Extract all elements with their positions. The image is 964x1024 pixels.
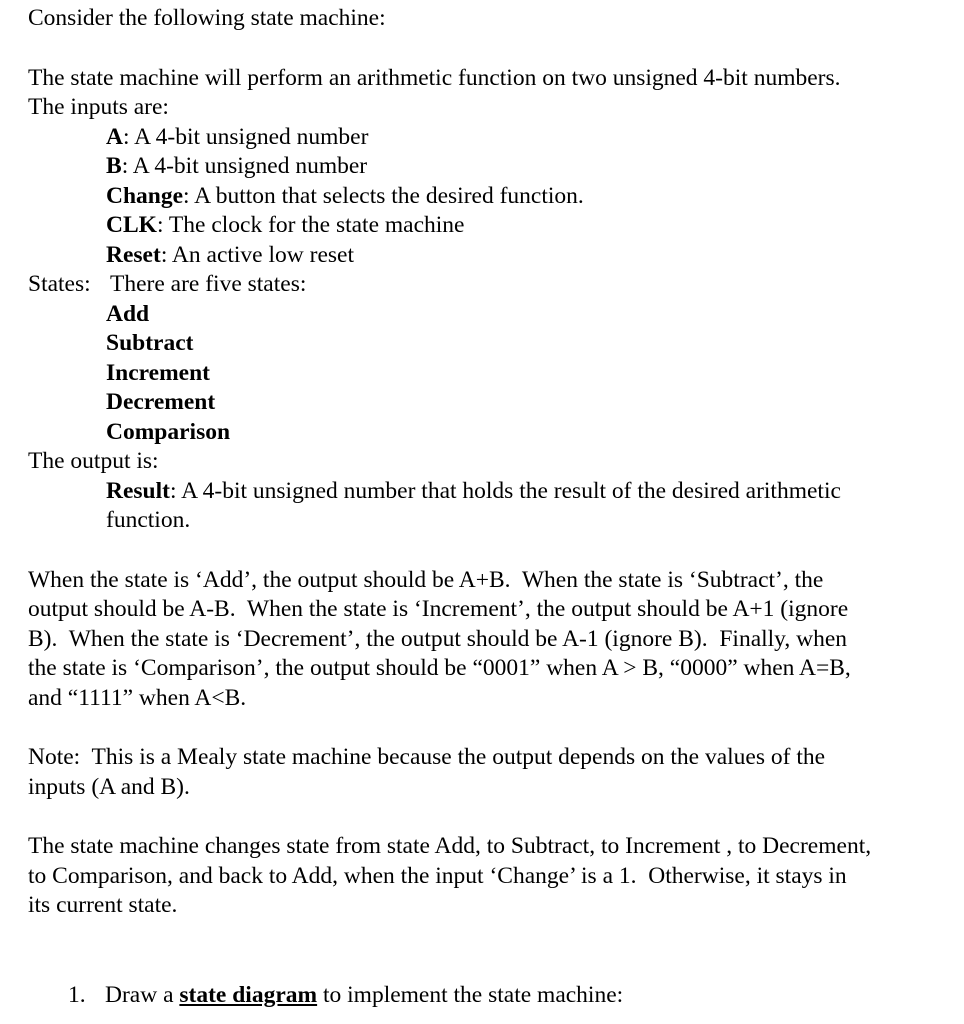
state-item (28, 329, 958, 359)
para-line: the state is ‘Comparison’, the output should be “0001” when A > B, “0000” when A=B, (28, 655, 851, 681)
state-name: Comparison (106, 418, 231, 445)
states-text: There are five states: (110, 271, 307, 297)
input-item-b (28, 152, 958, 182)
output-name: Result (106, 477, 170, 504)
output-heading: The output is: (28, 448, 159, 474)
output-item (28, 477, 958, 507)
input-name: CLK (106, 212, 157, 238)
para-line: The state machine changes state from state Add, to Subtract, to Increment , to Decrement, (28, 833, 872, 859)
input-item-change (28, 182, 958, 212)
input-name: Reset (106, 241, 161, 268)
spacer (28, 951, 958, 981)
input-item-reset (28, 241, 958, 271)
transition-paragraph (28, 832, 958, 921)
para-line: B). When the state is ‘Decrement’, the output should be A-1 (ignore B). Finally, when (28, 625, 848, 652)
para-line: inputs (A and B). (28, 773, 190, 800)
output-desc-cont: function. (106, 507, 191, 533)
question-post: to implement the state machine: (317, 981, 624, 1008)
input-name: Change (106, 182, 184, 209)
input-name: B (106, 153, 122, 179)
spacer (28, 802, 958, 832)
document (28, 4, 958, 1010)
input-desc: : A 4-bit unsigned number (122, 123, 369, 150)
inputs-list (28, 123, 958, 271)
question-emphasis: state diagram (179, 981, 318, 1008)
question-number: 1. (68, 981, 86, 1008)
question-item (28, 981, 958, 1011)
input-desc: : An active low reset (160, 241, 354, 268)
state-item (28, 418, 958, 448)
intro-text: Consider the following state machine: (28, 5, 386, 31)
behavior-paragraph (28, 566, 958, 714)
states-label: States: (28, 271, 91, 297)
para-line: its current state. (28, 892, 178, 918)
para-line: to Comparison, and back to Add, when the input ‘Change’ is a 1. Otherwise, it stays in (28, 862, 847, 889)
para1-line1: The state machine will perform an arithmetic function on two unsigned 4-bit numbers. (28, 64, 841, 91)
question-pre: Draw a (105, 981, 174, 1008)
spacer (28, 536, 958, 566)
state-item (28, 359, 958, 389)
spacer (28, 713, 958, 743)
state-name: Subtract (106, 330, 194, 356)
note-paragraph (28, 743, 958, 802)
state-item (28, 388, 958, 418)
para-line: output should be A-B. When the state is ‘Increment’, the output should be A+1 (ignore (28, 596, 849, 622)
para-line: and “1111” when A<B. (28, 684, 247, 711)
states-heading (28, 270, 958, 300)
input-desc: : A button that selects the desired function. (183, 182, 584, 209)
state-name: Decrement (106, 389, 216, 415)
input-name: A (106, 123, 123, 150)
para-line: Note: This is a Mealy state machine because the output depends on the values of the (28, 744, 826, 770)
input-desc: : A 4-bit unsigned number (121, 153, 368, 179)
output-desc: : A 4-bit unsigned number that holds the result of the desired arithmetic (169, 477, 841, 504)
state-name: Add (106, 300, 150, 327)
input-item-a (28, 123, 958, 153)
input-desc: : The clock for the state machine (156, 212, 465, 238)
state-item (28, 300, 958, 330)
states-list (28, 300, 958, 448)
state-name: Increment (106, 359, 210, 386)
para1-line2: The inputs are: (28, 94, 169, 120)
spacer (28, 921, 958, 951)
input-item-clk (28, 211, 958, 241)
spacer (28, 34, 958, 64)
para-line: When the state is ‘Add’, the output should be A+B. When the state is ‘Subtract’, the (28, 566, 824, 593)
